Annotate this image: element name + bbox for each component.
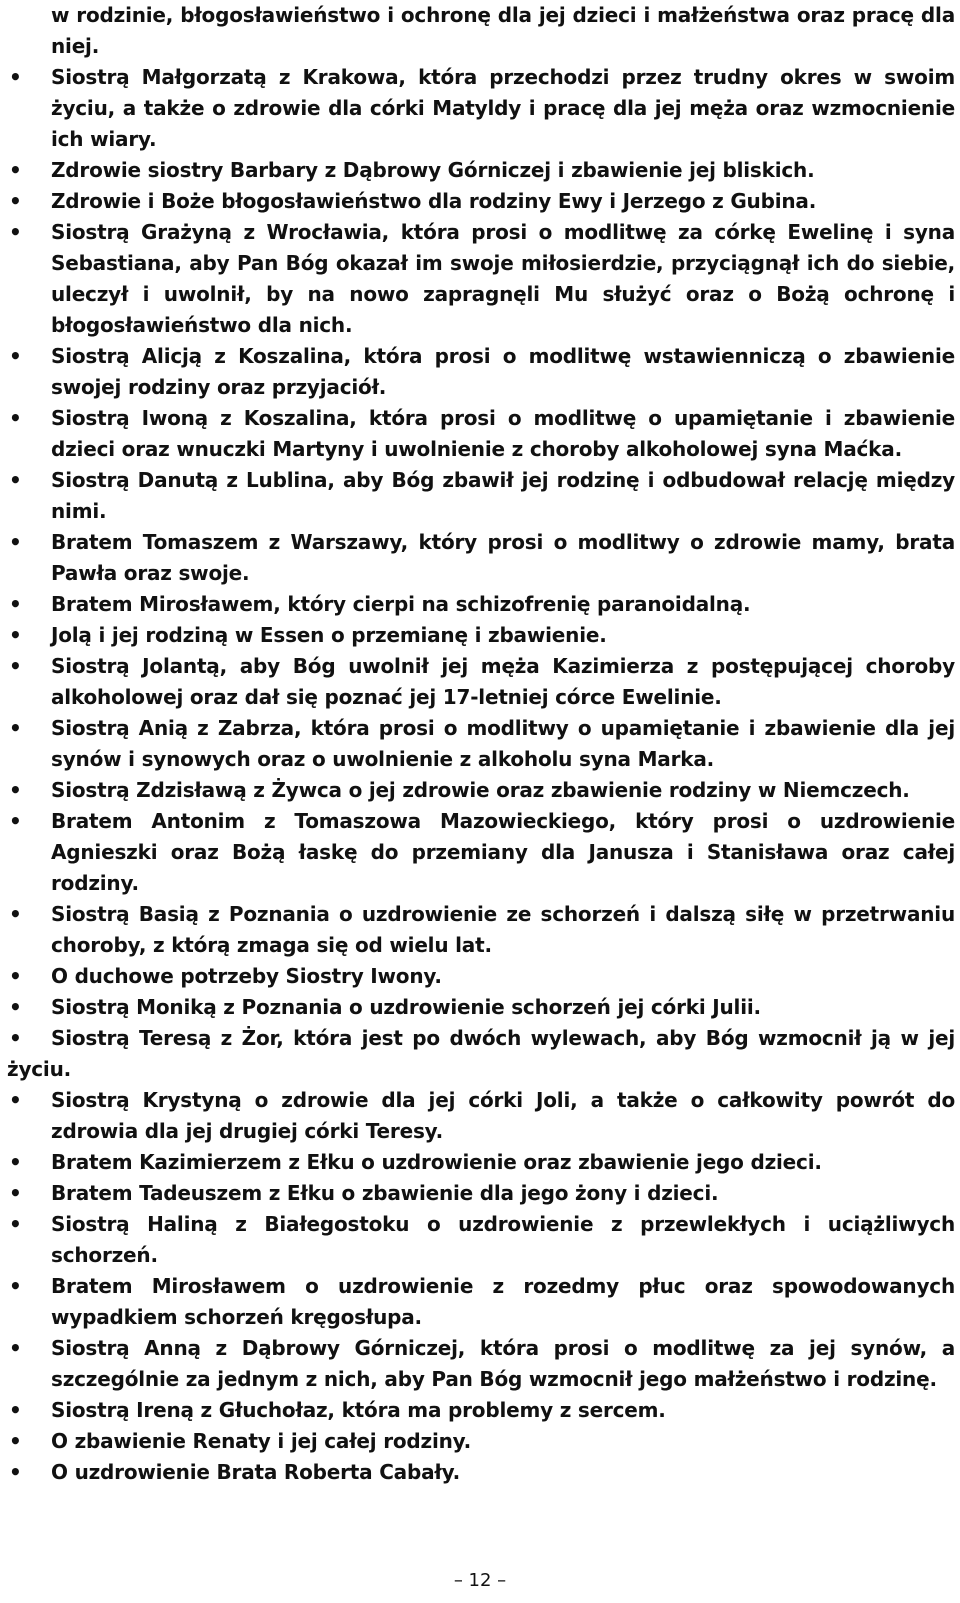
prayer-intention-text: Siostrą Alicją z Koszalina, która prosi o modlitwę wstawienniczą o zbawienie swojej rodziny oraz przyjaciół. — [51, 344, 955, 399]
bullet-marker: • — [9, 809, 22, 833]
prayer-intention-item — [7, 775, 955, 806]
prayer-intention-text: O uzdrowienie Brata Roberta Cabały. — [51, 1460, 461, 1484]
prayer-intention-item — [7, 806, 955, 899]
prayer-intention-item — [7, 1333, 955, 1395]
prayer-intention-item — [7, 1395, 955, 1426]
prayer-intention-item — [7, 155, 955, 186]
prayer-intention-text: Zdrowie i Boże błogosławieństwo dla rodziny Ewy i Jerzego z Gubina. — [51, 189, 817, 213]
prayer-intention-text: Siostrą Anią z Zabrza, która prosi o modlitwy o upamiętanie i zbawienie dla jej synów i synowych oraz o uwolnienie z alkoholu syna Marka. — [51, 716, 955, 771]
bullet-marker: • — [9, 158, 22, 182]
bullet-marker: • — [9, 220, 22, 244]
prayer-intention-text: Bratem Mirosławem o uzdrowienie z rozedmy płuc oraz spowodowanych wypadkiem schorzeń kręgosłupa. — [51, 1274, 955, 1329]
prayer-intention-text: Siostrą Basią z Poznania o uzdrowienie ze schorzeń i dalszą siłę w przetrwaniu choroby, z którą zmaga się od wielu lat. — [51, 902, 955, 957]
prayer-intention-item — [7, 1209, 955, 1271]
prayer-intention-item — [7, 1023, 955, 1085]
prayer-intention-item — [7, 1457, 955, 1488]
bullet-marker: • — [9, 344, 22, 368]
bullet-marker: • — [9, 1336, 22, 1360]
bullet-marker: • — [9, 1026, 22, 1050]
prayer-intention-text: Bratem Tadeuszem z Ełku o zbawienie dla jego żony i dzieci. — [51, 1181, 719, 1205]
prayer-intention-item — [7, 620, 955, 651]
prayer-intention-text: Siostrą Zdzisławą z Żywca o jej zdrowie oraz zbawienie rodziny w Niemczech. — [51, 778, 910, 802]
prayer-intention-item — [7, 527, 955, 589]
bullet-marker: • — [9, 468, 22, 492]
prayer-intention-text: Bratem Kazimierzem z Ełku o uzdrowienie oraz zbawienie jego dzieci. — [51, 1150, 822, 1174]
bullet-marker: • — [9, 189, 22, 213]
prayer-intention-text: Zdrowie siostry Barbary z Dąbrowy Górniczej i zbawienie jej bliskich. — [51, 158, 815, 182]
continuation-paragraph: w rodzinie, błogosławieństwo i ochronę dla jej dzieci i małżeństwa oraz pracę dla niej. — [51, 3, 955, 58]
bullet-marker: • — [9, 995, 22, 1019]
prayer-intention-text: Siostrą Ireną z Głuchołaz, która ma problemy z sercem. — [51, 1398, 666, 1422]
prayer-intention-item — [7, 465, 955, 527]
prayer-intention-text: O duchowe potrzeby Siostry Iwony. — [51, 964, 442, 988]
bullet-marker: • — [9, 1398, 22, 1422]
bullet-marker: • — [9, 1088, 22, 1112]
bullet-marker: • — [9, 65, 22, 89]
prayer-intention-item — [7, 186, 955, 217]
prayer-intention-item — [7, 62, 955, 155]
prayer-intention-item — [7, 899, 955, 961]
prayer-intention-text: Siostrą Jolantą, aby Bóg uwolnił jej męża Kazimierza z postępującej choroby alkoholowej oraz dał się poznać jej 17-letniej córce Ewelinie. — [51, 654, 955, 709]
prayer-intention-item — [7, 589, 955, 620]
bullet-marker: • — [9, 716, 22, 740]
prayer-intention-item — [7, 341, 955, 403]
prayer-intention-item — [7, 1147, 955, 1178]
prayer-intention-text: Siostrą Grażyną z Wrocławia, która prosi o modlitwę za córkę Ewelinę i syna Sebastiana, aby Pan Bóg okazał im swoje miłosierdzie, przyciągnął ich do siebie, uleczył i uwolnił, by na nowo zapragnęli Mu służyć oraz o Bożą ochronę i błogosławieństwo dla nich. — [51, 220, 955, 337]
prayer-intention-text: Siostrą Moniką z Poznania o uzdrowienie schorzeń jej córki Julii. — [51, 995, 761, 1019]
prayer-intention-text: Siostrą Iwoną z Koszalina, która prosi o modlitwę o upamiętanie i zbawienie dzieci oraz wnuczki Martyny i uwolnienie z choroby alkoholowej syna Maćka. — [51, 406, 955, 461]
prayer-intention-item — [7, 217, 955, 341]
bullet-marker: • — [9, 1274, 22, 1298]
bullet-marker: • — [9, 654, 22, 678]
prayer-intention-item — [7, 961, 955, 992]
bullet-marker: • — [9, 406, 22, 430]
prayer-intention-text: O zbawienie Renaty i jej całej rodziny. — [51, 1429, 472, 1453]
prayer-intentions-content — [7, 0, 955, 1488]
bullet-marker: • — [9, 964, 22, 988]
prayer-intention-text: Jolą i jej rodziną w Essen o przemianę i zbawienie. — [51, 623, 607, 647]
prayer-intention-item — [7, 651, 955, 713]
prayer-intention-text: Siostrą Teresą z Żor, która jest po dwóch wylewach, aby Bóg wzmocnił ją w jej życiu. — [7, 1026, 955, 1081]
bullet-marker: • — [9, 1460, 22, 1484]
prayer-intention-text: Siostrą Małgorzatą z Krakowa, która przechodzi przez trudny okres w swoim życiu, a także o zdrowie dla córki Matyldy i pracę dla jej męża oraz wzmocnienie ich wiary. — [51, 65, 955, 151]
prayer-intentions-list — [7, 62, 955, 1488]
prayer-intention-item — [7, 1426, 955, 1457]
prayer-intention-text: Siostrą Danutą z Lublina, aby Bóg zbawił jej rodzinę i odbudował relację między nimi. — [51, 468, 955, 523]
bullet-marker: • — [9, 530, 22, 554]
prayer-intention-text: Bratem Mirosławem, który cierpi na schizofrenię paranoidalną. — [51, 592, 751, 616]
prayer-intention-item — [7, 992, 955, 1023]
prayer-intention-item — [7, 1085, 955, 1147]
prayer-intention-item — [7, 713, 955, 775]
prayer-intention-item — [7, 1178, 955, 1209]
bullet-marker: • — [9, 1212, 22, 1236]
prayer-intention-text: Siostrą Anną z Dąbrowy Górniczej, która prosi o modlitwę za jej synów, a szczególnie za jednym z nich, aby Pan Bóg wzmocnił jego małżeństwo i rodzinę. — [51, 1336, 955, 1391]
prayer-intention-text: Siostrą Krystyną o zdrowie dla jej córki Joli, a także o całkowity powrót do zdrowia dla jej drugiej córki Teresy. — [51, 1088, 955, 1143]
prayer-intention-text: Bratem Antonim z Tomaszowa Mazowieckiego, który prosi o uzdrowienie Agnieszki oraz Bożą łaskę do przemiany dla Janusza i Stanisława oraz całej rodziny. — [51, 809, 955, 895]
bullet-marker: • — [9, 902, 22, 926]
prayer-intention-item — [7, 1271, 955, 1333]
bullet-marker: • — [9, 623, 22, 647]
bullet-marker: • — [9, 1150, 22, 1174]
bullet-marker: • — [9, 778, 22, 802]
bullet-marker: • — [9, 1429, 22, 1453]
bullet-marker: • — [9, 592, 22, 616]
prayer-intention-text: Bratem Tomaszem z Warszawy, który prosi o modlitwy o zdrowie mamy, brata Pawła oraz swoje. — [51, 530, 955, 585]
prayer-intention-item — [7, 403, 955, 465]
prayer-intention-text: Siostrą Haliną z Białegostoku o uzdrowienie z przewlekłych i uciążliwych schorzeń. — [51, 1212, 955, 1267]
page-number: – 12 – — [453, 1570, 507, 1591]
bullet-marker: • — [9, 1181, 22, 1205]
